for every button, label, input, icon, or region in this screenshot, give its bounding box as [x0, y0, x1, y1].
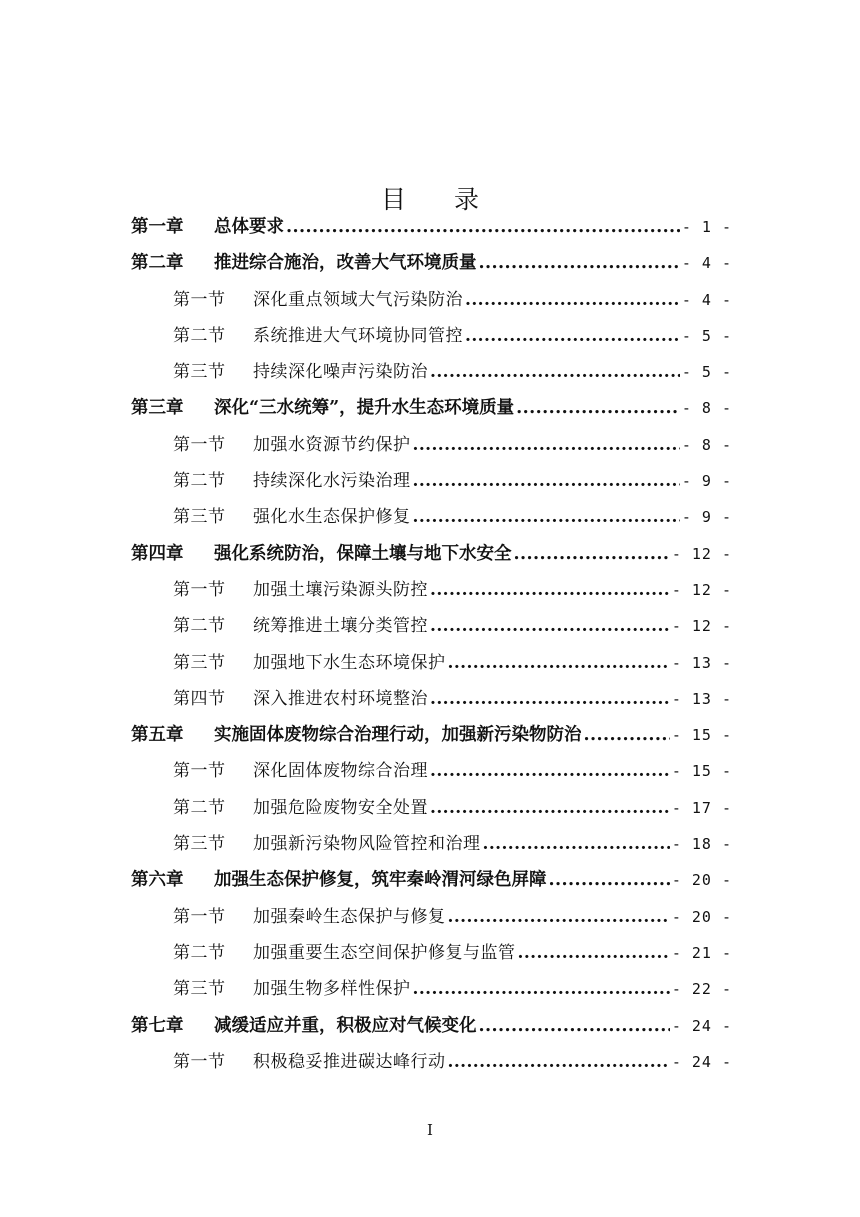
toc-section-entry[interactable] [131, 318, 732, 354]
toc-entry-page: - 1 - [681, 218, 732, 236]
toc-section-entry[interactable] [131, 499, 732, 535]
toc-entry-number: 第七章 [131, 1015, 184, 1036]
toc-entry-title: 强化水生态保护修复 [253, 507, 411, 528]
toc-dot-leader [430, 753, 670, 789]
toc-section-entry[interactable] [131, 935, 732, 971]
toc-entry-page: - 20 - [671, 907, 732, 926]
toc-section-entry[interactable] [131, 354, 732, 390]
toc-entry-number: 第四节 [173, 688, 226, 709]
toc-entry-title: 加强重要生态空间保护修复与监管 [253, 942, 516, 963]
toc-entry-title: 持续深化噪声污染防治 [253, 362, 428, 383]
toc-entry-number: 第二章 [131, 253, 184, 274]
toc-dot-leader [413, 499, 680, 535]
toc-entry-number: 第一节 [173, 906, 226, 927]
toc-entry-page: - 22 - [671, 980, 732, 999]
toc-dot-leader [514, 536, 670, 572]
toc-entry-page: - 13 - [671, 689, 732, 708]
toc-entry-number: 第二节 [173, 471, 226, 492]
toc-entry-page: - 12 - [671, 580, 732, 599]
toc-dot-leader [549, 862, 670, 898]
toc-section-entry[interactable] [131, 899, 732, 935]
toc-entry-title: 加强秦岭生态保护与修复 [253, 906, 446, 927]
toc-entry-page: - 15 - [671, 726, 732, 745]
toc-entry-title: 强化系统防治，保障土壤与地下水安全 [214, 543, 512, 564]
toc-dot-leader [430, 608, 670, 644]
toc-entry-number: 第一节 [173, 1051, 226, 1072]
toc-chapter-entry[interactable] [131, 862, 732, 898]
toc-entry-title: 加强生态保护修复，筑牢秦岭渭河绿色屏障 [214, 870, 547, 891]
toc-entry-title: 持续深化水污染治理 [253, 471, 411, 492]
toc-section-entry[interactable] [131, 1044, 732, 1080]
toc-entry-title: 推进综合施治，改善大气环境质量 [214, 253, 477, 274]
toc-dot-leader [479, 1008, 670, 1044]
toc-entry-page: - 12 - [671, 617, 732, 636]
toc-dot-leader [479, 245, 680, 281]
toc-section-entry[interactable] [131, 427, 732, 463]
toc-dot-leader [413, 971, 670, 1007]
toc-section-entry[interactable] [131, 608, 732, 644]
toc-section-entry[interactable] [131, 572, 732, 608]
toc-dot-leader [518, 935, 670, 971]
toc-entry-page: - 12 - [671, 544, 732, 563]
toc-entry-page: - 21 - [671, 943, 732, 962]
toc-entry-title: 统筹推进土壤分类管控 [253, 616, 428, 637]
toc-dot-leader [413, 427, 680, 463]
toc-chapter-entry[interactable] [131, 390, 732, 426]
toc-entry-page: - 5 - [681, 326, 732, 345]
toc-entry-page: - 4 - [681, 290, 732, 309]
page-number: I [427, 1121, 433, 1139]
toc-entry-number: 第三节 [173, 834, 226, 855]
toc-section-entry[interactable] [131, 826, 732, 862]
toc-entry-number: 第二节 [173, 616, 226, 637]
table-of-contents [131, 209, 732, 1080]
toc-section-entry[interactable] [131, 463, 732, 499]
toc-dot-leader [465, 318, 680, 354]
toc-chapter-entry[interactable] [131, 1008, 732, 1044]
toc-entry-title: 加强地下水生态环境保护 [253, 652, 446, 673]
toc-entry-title: 加强水资源节约保护 [253, 434, 411, 455]
toc-entry-title: 总体要求 [214, 217, 284, 237]
toc-entry-page: - 5 - [681, 363, 732, 382]
toc-entry-title: 深入推进农村环境整治 [253, 688, 428, 709]
toc-chapter-entry[interactable] [131, 245, 732, 281]
toc-entry-number: 第四章 [131, 543, 184, 564]
toc-entry-number: 第六章 [131, 870, 184, 891]
toc-dot-leader [286, 209, 680, 245]
toc-entry-title: 积极稳妥推进碳达峰行动 [253, 1051, 446, 1072]
page-title: 目 录 [381, 184, 499, 214]
toc-dot-leader [465, 282, 680, 318]
toc-entry-title: 深化“三水统筹”，提升水生态环境质量 [214, 398, 515, 419]
toc-dot-leader [584, 717, 670, 753]
toc-entry-page: - 15 - [671, 762, 732, 781]
toc-entry-page: - 17 - [671, 798, 732, 817]
toc-entry-title: 深化固体废物综合治理 [253, 761, 428, 782]
toc-entry-number: 第一节 [173, 761, 226, 782]
toc-entry-page: - 9 - [681, 472, 732, 491]
toc-entry-title: 实施固体废物综合治理行动，加强新污染物防治 [214, 725, 582, 746]
toc-entry-title: 加强危险废物安全处置 [253, 797, 428, 818]
toc-entry-title: 系统推进大气环境协同管控 [253, 325, 463, 346]
toc-entry-title: 减缓适应并重，积极应对气候变化 [214, 1015, 477, 1036]
toc-entry-title: 加强生物多样性保护 [253, 979, 411, 1000]
toc-dot-leader [448, 1044, 670, 1080]
toc-dot-leader [448, 645, 670, 681]
toc-entry-page: - 8 - [681, 399, 732, 418]
toc-entry-title: 深化重点领域大气污染防治 [253, 289, 463, 310]
toc-entry-number: 第三节 [173, 652, 226, 673]
toc-chapter-entry[interactable] [131, 209, 732, 245]
toc-entry-page: - 18 - [671, 835, 732, 854]
toc-entry-title: 加强土壤污染源头防控 [253, 579, 428, 600]
toc-dot-leader [483, 826, 670, 862]
toc-entry-page: - 9 - [681, 508, 732, 527]
toc-entry-page: - 13 - [671, 653, 732, 672]
toc-entry-number: 第一节 [173, 289, 226, 310]
toc-dot-leader [430, 681, 670, 717]
toc-section-entry[interactable] [131, 645, 732, 681]
toc-section-entry[interactable] [131, 282, 732, 318]
toc-dot-leader [516, 390, 680, 426]
toc-entry-page: - 8 - [681, 435, 732, 454]
toc-section-entry[interactable] [131, 753, 732, 789]
toc-section-entry[interactable] [131, 681, 732, 717]
toc-entry-number: 第一节 [173, 579, 226, 600]
toc-entry-number: 第二节 [173, 325, 226, 346]
toc-section-entry[interactable] [131, 971, 732, 1007]
toc-dot-leader [430, 354, 680, 390]
toc-entry-number: 第三节 [173, 979, 226, 1000]
toc-chapter-entry[interactable] [131, 717, 732, 753]
toc-entry-title: 加强新污染物风险管控和治理 [253, 834, 481, 855]
toc-dot-leader [430, 572, 670, 608]
toc-chapter-entry[interactable] [131, 536, 732, 572]
toc-dot-leader [413, 463, 680, 499]
toc-entry-number: 第三节 [173, 507, 226, 528]
toc-entry-page: - 24 - [671, 1052, 732, 1071]
toc-entry-number: 第二节 [173, 942, 226, 963]
toc-entry-number: 第一节 [173, 434, 226, 455]
toc-entry-number: 第一章 [131, 217, 184, 237]
toc-entry-number: 第二节 [173, 797, 226, 818]
toc-entry-page: - 20 - [671, 871, 732, 890]
toc-dot-leader [448, 899, 670, 935]
toc-entry-number: 第三章 [131, 398, 184, 419]
toc-entry-number: 第五章 [131, 725, 184, 746]
toc-entry-page: - 4 - [681, 254, 732, 273]
toc-entry-page: - 24 - [671, 1016, 732, 1035]
toc-entry-number: 第三节 [173, 362, 226, 383]
toc-dot-leader [430, 790, 670, 826]
toc-section-entry[interactable] [131, 790, 732, 826]
